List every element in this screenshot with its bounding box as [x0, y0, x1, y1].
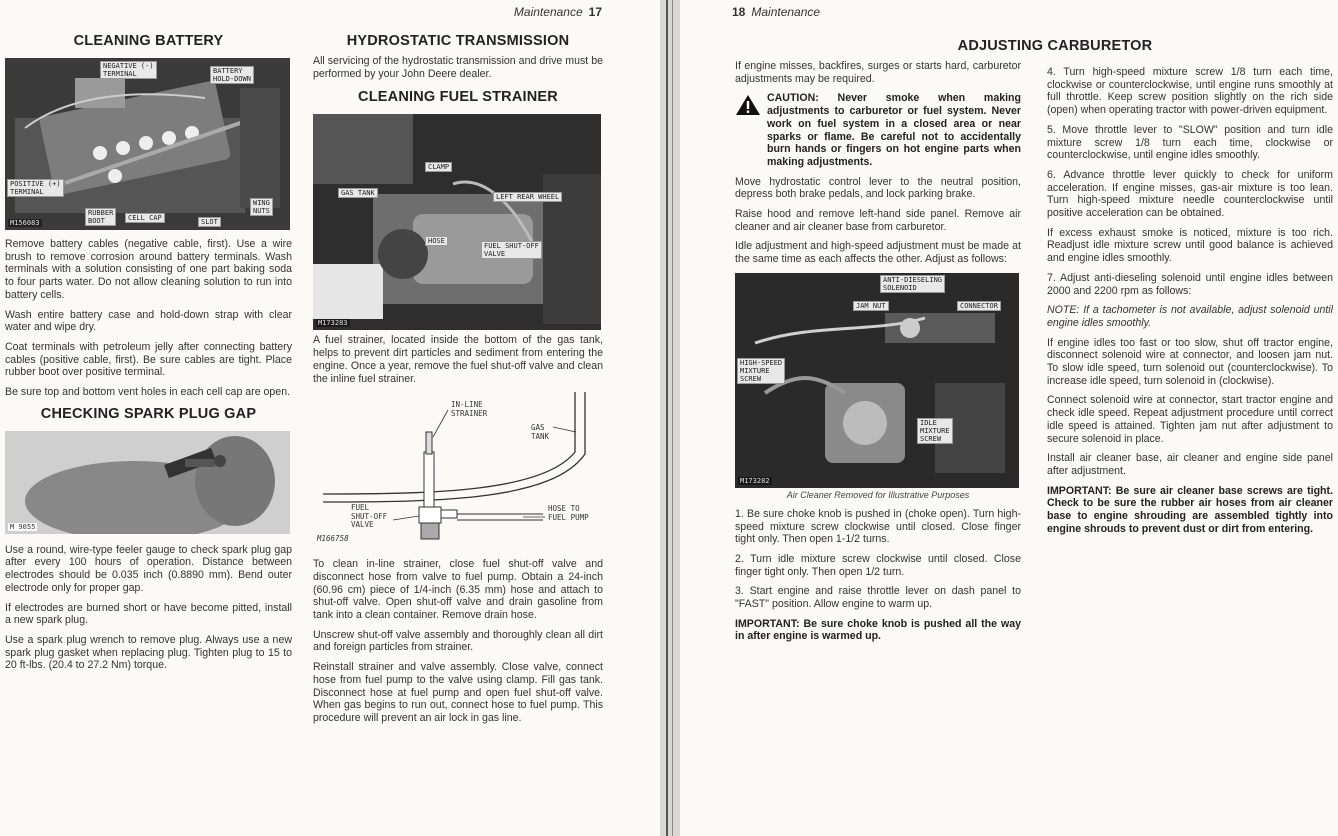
label-hose-to-fuel-pump: HOSE TO FUEL PUMP	[548, 504, 589, 522]
spark-plug-photo-art	[5, 431, 290, 534]
running-head-right	[732, 5, 820, 19]
figure-id-battery: M156083	[10, 219, 40, 227]
label-positive-terminal: POSITIVE (+) TERMINAL	[7, 179, 64, 197]
label-gas-tank: GAS TANK	[338, 188, 378, 198]
fuel-strainer-photo-art	[313, 114, 601, 330]
carburetor-column-2	[1047, 66, 1333, 543]
caution-block	[735, 92, 1021, 175]
battery-paragraph: Wash entire battery case and hold-down strap with clear water and wipe dry.	[5, 308, 292, 334]
carburetor-paragraph: Connect solenoid wire at connector, start tractor engine and check idle speed. Repeat adjustment procedure until correct idle speed is attained. Tighten jam nut after adjustment to secure solenoid in place.	[1047, 394, 1333, 445]
hydrostatic-paragraph: All servicing of the hydrostatic transmission and drive must be performed by your John Deere dealer.	[313, 55, 603, 80]
label-diagram-fuel-shutoff-valve: FUEL SHUT-OFF VALVE	[351, 503, 388, 530]
fuel-strainer-paragraph: A fuel strainer, located inside the bottom of the gas tank, helps to prevent dirt particles and sediment from entering the engine. Once a year, remove the fuel shut-off valve and clean the inline fuel strainer.	[313, 334, 603, 385]
important-air-cleaner-note: IMPORTANT: Be sure air cleaner base screws are tight. Check to be sure the rubber air hoses from air cleaner base to engine shrouding are assembled tightly into engine shrouds to prevent dust or dirt from entering.	[1047, 484, 1333, 535]
label-hose: HOSE	[425, 236, 448, 246]
label-connector: CONNECTOR	[957, 301, 1001, 311]
fuel-strainer-paragraph: Reinstall strainer and valve assembly. Close valve, connect hose from fuel pump to the valve using clamp. Fill gas tank. Disconnect hose at fuel pump and open fuel shut-off valve. When gas begins to run out, connect hose to fuel pump. This procedure will prevent an air lock in gas line.	[313, 661, 603, 724]
spark-plug-paragraph: Use a spark plug wrench to remove plug. Always use a new spark plug gasket when replacing plug. Tighten plug to 15 to 20 ft-lbs. (20.4 to 27.2 Nm) torque.	[5, 633, 292, 672]
section-heading-cleaning-battery: CLEANING BATTERY	[73, 33, 224, 49]
left-page	[0, 0, 660, 836]
fuel-strainer-paragraph: Unscrew shut-off valve assembly and thoroughly clean all dirt and foreign particles from strainer.	[313, 628, 603, 654]
important-choke-note: IMPORTANT: Be sure choke knob is pushed all the way in after engine is warmed up.	[735, 617, 1021, 643]
running-head-left	[514, 5, 602, 19]
section-heading-fuel-strainer: CLEANING FUEL STRAINER	[358, 89, 558, 106]
battery-paragraph: Be sure top and bottom vent holes in each cell cap are open.	[5, 386, 291, 399]
label-left-rear-wheel: LEFT REAR WHEEL	[493, 192, 562, 202]
fuel-strainer-paragraph: To clean in-line strainer, close fuel shut-off valve and disconnect hose from valve to fuel pump. Obtain a 24-inch (60.96 cm) piece of 1/4-inch (6.35 mm) hose and attach to shut-off valve. Open shut-off valve and drain gasoline from tank into a clean container. Remove drain hose.	[313, 558, 603, 622]
carburetor-step: 6. Advance throttle lever quickly to check for uniform acceleration. If engine misses, gas-air mixture is too lean. Turn high-speed mixture needle counterclockwise until positive acceleration can be obtained.	[1047, 168, 1333, 220]
carburetor-paragraph: Move hydrostatic control lever to the neutral position, depress both brake pedals, and lock parking brake.	[735, 175, 1021, 201]
label-inline-strainer: IN-LINE STRAINER	[451, 400, 488, 418]
inline-strainer-diagram	[313, 392, 601, 552]
carburetor-step: 1. Be sure choke knob is pushed in (choke open). Turn high-speed mixture screw clockwise until closed. Close finger tight only. Then open 1-1/2 turns.	[735, 507, 1021, 546]
figure-id-diagram: M166758	[317, 534, 349, 544]
label-anti-dieseling-solenoid: ANTI-DIESELING SOLENOID	[880, 275, 945, 293]
page-number: 18	[732, 5, 746, 19]
carburetor-step: 4. Turn high-speed mixture screw 1/8 turn each time, clockwise or counterclockwise, until engine runs smoothly at full throttle. Keep screw position slightly on the rich side (open) when operating tractor with power-driven equipment.	[1047, 66, 1333, 117]
figure-id-spark-plug: M 9055	[10, 522, 36, 531]
label-fuel-shutoff-valve: FUEL SHUT-OFF VALVE	[481, 241, 542, 259]
carburetor-step: 7. Adjust anti-dieseling solenoid until engine idles between 2000 and 2200 rpm as follows:	[1047, 271, 1333, 297]
label-negative-terminal: NEGATIVE (-) TERMINAL	[100, 61, 157, 79]
carburetor-step: 5. Move throttle lever to "SLOW" position and turn idle mixture screw 1/8 turn each time, clockwise or counterclockwise, until engine idles smoothly.	[1047, 123, 1333, 162]
battery-paragraph: Remove battery cables (negative cable, first). Use a wire brush to remove corrosion around battery terminals. Wash terminals with a solution consisting of one part baking soda to four parts water. Do not allow cleaning solution to run into battery cells.	[5, 238, 292, 301]
carburetor-column-1	[735, 60, 1021, 650]
carburetor-paragraph: Install air cleaner base, air cleaner and engine side panel after adjustment.	[1047, 452, 1333, 477]
carburetor-paragraph: Idle adjustment and high-speed adjustment must be made at the same time as each affects the other. Adjust as follows:	[735, 240, 1021, 266]
label-cell-cap: CELL CAP	[125, 213, 165, 223]
right-column-page17	[313, 33, 603, 732]
carburetor-step: 2. Turn idle mixture screw clockwise until closed. Close finger tight only. Then open 1/2 turn.	[735, 552, 1021, 578]
battery-photo	[5, 58, 290, 230]
carburetor-photo	[735, 273, 1019, 488]
caution-text: CAUTION: Never smoke when making adjustments to carburetor or fuel system. Never work on fuel system in a closed area or near sparks or flame. Be careful not to accidentally burn hands or fingers on hot engine parts when making adjustments.	[767, 92, 1021, 168]
label-rubber-boot: RUBBER BOOT	[85, 208, 116, 226]
page-gutter	[660, 0, 680, 836]
right-page	[680, 0, 1338, 836]
spark-plug-paragraph: Use a round, wire-type feeler gauge to check spark plug gap after every 100 hours of operation. Distance between electrodes should be 0.035 inch (0.8890 mm). Bend outer electrode only for proper gap.	[5, 543, 292, 594]
left-column	[5, 33, 292, 679]
label-high-speed-mixture-screw: HIGH-SPEED MIXTURE SCREW	[737, 358, 785, 384]
running-head-text: Maintenance	[513, 5, 583, 19]
battery-paragraph: Coat terminals with petroleum jelly after connecting battery cables (positive cable, first). Be sure cables are tight. Place rubber boot over positive terminal.	[5, 340, 292, 379]
figure-id-fuel-strainer: M173283	[318, 319, 348, 328]
label-battery-hold-down: BATTERY HOLD-DOWN	[210, 66, 254, 84]
label-slot: SLOT	[198, 217, 221, 227]
figure-id-carburetor: M173282	[740, 476, 770, 485]
carburetor-step: If excess exhaust smoke is noticed, mixture is too rich. Readjust idle mixture screw until good balance is achieved and engine idles smoothly.	[1047, 226, 1333, 265]
tachometer-note: NOTE: If a tachometer is not available, adjust solenoid until engine idles smoothly.	[1047, 304, 1333, 329]
section-heading-hydrostatic: HYDROSTATIC TRANSMISSION	[346, 33, 570, 49]
carburetor-photo-caption: Air Cleaner Removed for Illustrative Purposes	[786, 489, 970, 500]
running-head-text: Maintenance	[751, 5, 821, 19]
carburetor-step: 3. Start engine and raise throttle lever on dash panel to "FAST" position. Allow engine to warm up.	[735, 585, 1021, 611]
label-jam-nut: JAM NUT	[853, 301, 889, 311]
page-number: 17	[588, 5, 602, 19]
carburetor-intro: If engine misses, backfires, surges or starts hard, carburetor adjustments may be required.	[735, 60, 1021, 85]
carburetor-paragraph: If engine idles too fast or too slow, shut off tractor engine, disconnect solenoid wire at connector, and loosen jam nut. To slow idle speed, turn solenoid out (counterclockwise). To increase idle speed, turn solenoid in (clockwise).	[1047, 336, 1333, 387]
spark-plug-photo	[5, 431, 290, 534]
label-idle-mixture-screw: IDLE MIXTURE SCREW	[917, 418, 953, 444]
label-wing-nuts: WING NUTS	[250, 198, 273, 216]
section-heading-spark-plug: CHECKING SPARK PLUG GAP	[40, 405, 257, 422]
warning-triangle-icon	[735, 94, 761, 116]
fuel-strainer-photo	[313, 114, 601, 330]
label-diagram-gas-tank: GAS TANK	[531, 423, 550, 441]
label-clamp: CLAMP	[425, 162, 452, 172]
section-heading-adjusting-carburetor: ADJUSTING CARBURETOR	[957, 38, 1153, 54]
spark-plug-paragraph: If electrodes are burned short or have become pitted, install a new spark plug.	[5, 601, 292, 627]
carburetor-paragraph: Raise hood and remove left-hand side panel. Remove air cleaner and air cleaner base from carburetor.	[735, 208, 1021, 233]
